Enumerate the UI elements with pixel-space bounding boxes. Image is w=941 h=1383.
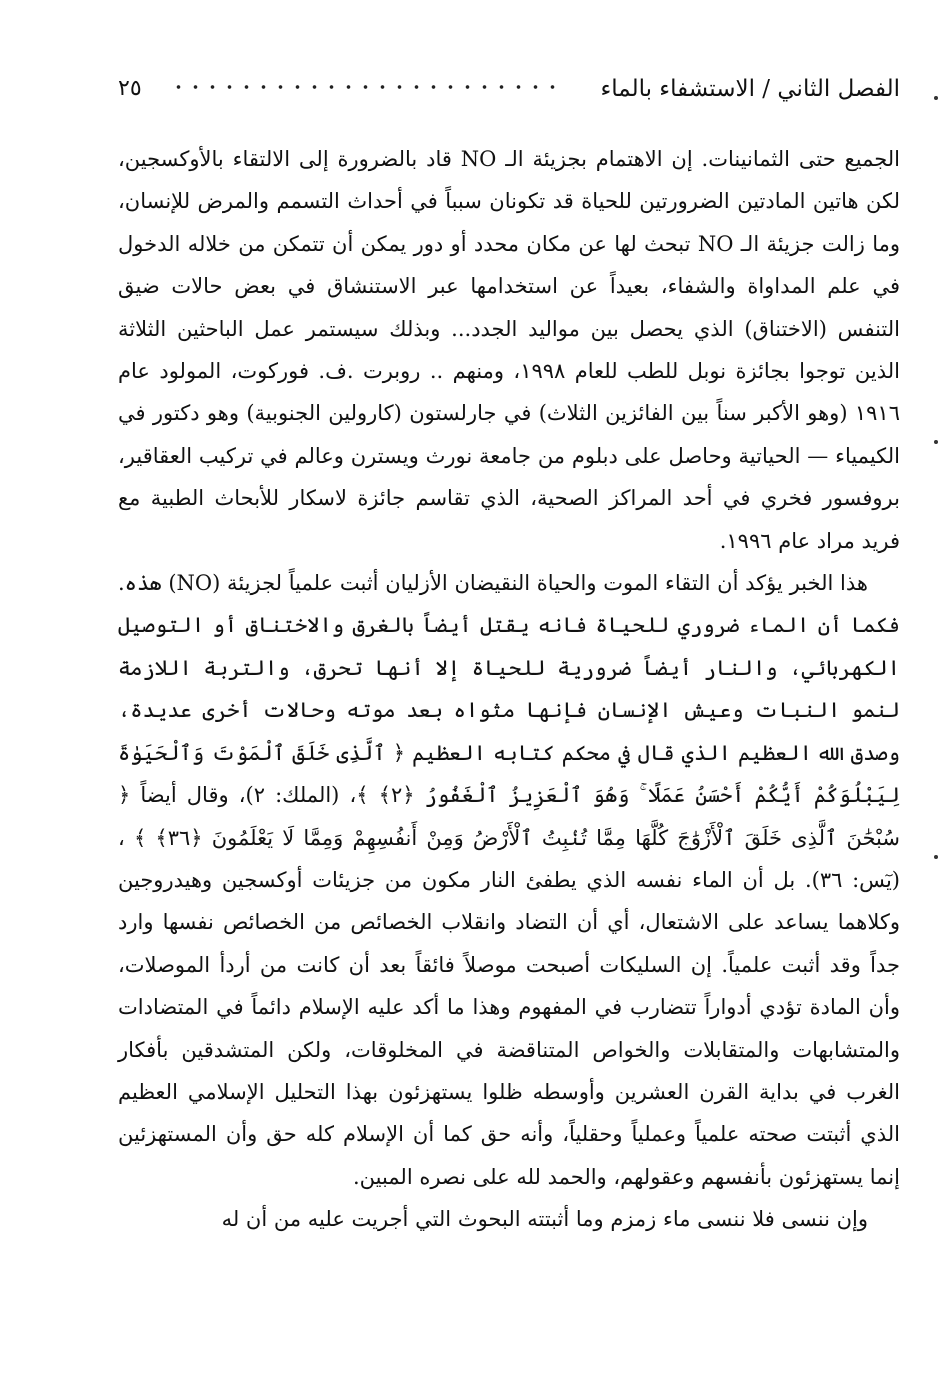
paragraph-2: هذا الخبر يؤكد أن التقاء الموت والحياة النقيضان الأزليان أثبت علمياً لجزيئة (NO) هذه. فكما أن الماء ضروري للحياة فانه يقتل أيضاً بالغرق والاختناق أو التوصيل الكهربائي، والنار أيضاً ضرورية للحياة إلا أنها تحرق، والتربة اللازمة لنمو النبات وعيش الإنسان فإنها مثواه بعد موته وحالات أخرى عديدة، وصدق الله العظيم الذي قال في محكم كتابه العظيم ﴿ ٱلَّذِى خَلَقَ ٱلْمَوْتَ وَٱلْحَيَوٰةَ لِيَبْلُوَكُمْ أَيُّكُمْ أَحْسَنُ عَمَلًا ۚ وَهُوَ ٱلْعَزِيزُ ٱلْغَفُورُ ﴿٢﴾ ﴾، (الملك: ٢)، وقال أيضاً ﴿ سُبْحَٰنَ ٱلَّذِى خَلَقَ ٱلْأَزْوَٰجَ كُلَّهَا مِمَّا تُنۢبِتُ ٱلْأَرْضُ وَمِنْ أَنفُسِهِمْ وَمِمَّا لَا يَعْلَمُونَ ﴿٣٦﴾ ﴾ ، (يٓس: ٣٦). بل أن الماء نفسه الذي يطفئ النار مكون من جزيئات أوكسجين وهيدروجين وكلاهما يساعد على الاشتعال، أي أن التضاد وانقلاب الخصائص من الخصائص نفسها وارد جداً وقد أثبت علمياً. إن السليكات أصبحت موصلاً فائقاً بعد أن كانت من أردأ الموصلات، وأن المادة تؤدي أدواراً تتضارب في المفهوم وهذا ما أكد عليه الإسلام دائماً في المتضادات والمتشابهات والمتقابلات والخواص المتناقضة في المخلوقات، ولكن المتشدقين بأفكار الغرب في بداية القرن العشرين وأوسطه ظلوا يستهزئون بهذا التحليل الإسلامي العظيم الذي أثبتت صحته علمياً وعملياً وحقلياً، وأنه حق كما أن الإسلام كله حق وأن المستهزئين إنما يستهزئون بأنفسهم وعقولهم، والحمد لله على نصره المبين. bbox=[118, 571, 900, 1189]
margin-dot-mark bbox=[934, 96, 938, 100]
running-header bbox=[118, 70, 900, 110]
paragraph-1: الجميع حتى الثمانينات. إن الاهتمام بجزيئة الـ NO قاد بالضرورة إلى الالتقاء بالأوكسجين، لكن هاتين المادتين الضرورتين للحياة قد تكونان سبباً في أحداث التسمم والمرض للإنسان، وما زالت جزيئة الـ NO تبحث لها عن مكان محدد أو دور يمكن أن تتمكن من خلاله الدخول في علم المداواة والشفاء، بعيداً عن استخدامها عبر الاستنشاق في بعض حالات ضيق التنفس (الاختناق) الذي يحصل بين مواليد الجدد... وبذلك سيستمر عمل الباحثين الثلاثة الذين توجوا بجائزة نوبل للطب للعام ١٩٩٨، ومنهم .. روبرت .ف. فوركوت، المولود عام ١٩١٦ (وهو الأكبر سناً بين الفائزين الثلاث) في جارلستون (كارولين الجنوبية) وهو دكتور في الكيمياء — الحياتية وحاصل على دبلوم من جامعة نورث ويسترن وعالم في تركيب العقاقير، بروفسور فخري في أحد المراكز الصحية، الذي تقاسم جائزة لاسكار للأبحاث الطبية مع فريد مراد عام ١٩٩٦. bbox=[118, 147, 901, 553]
chapter-title: الفصل الثاني / الاستشفاء بالماء bbox=[600, 76, 900, 102]
header-dotted-leader bbox=[170, 84, 555, 90]
margin-dot-mark bbox=[934, 855, 938, 859]
paragraph-3: وإن ننسى فلا ننسى ماء زمزم وما أثبتته البحوث التي أجريت عليه من أن له bbox=[221, 1207, 868, 1232]
page-number: ٢٥ bbox=[118, 76, 142, 101]
margin-dot-mark bbox=[934, 440, 938, 444]
body-text bbox=[118, 138, 900, 1241]
